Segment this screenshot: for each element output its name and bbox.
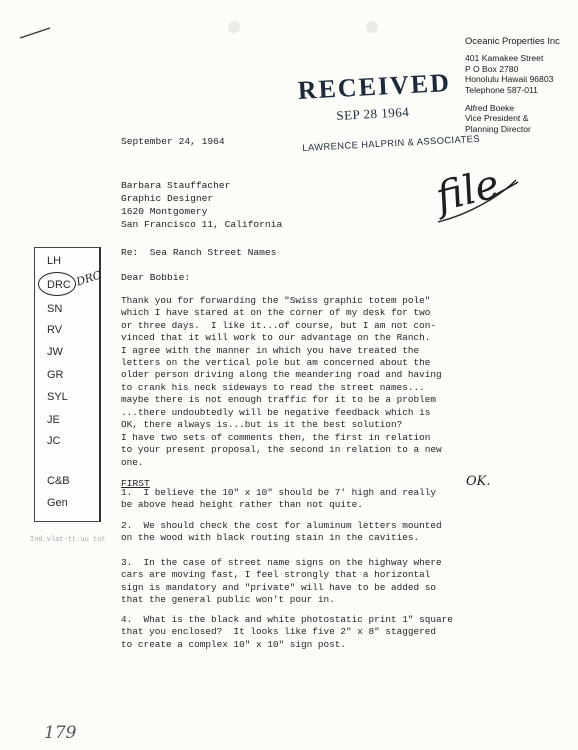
received-stamp: RECEIVED <box>297 67 452 105</box>
routing-item: SYL <box>47 391 68 403</box>
list-item-4: 4. What is the black and white photostatic print 1" square that you enclosed? It looks like five 2" x 8" staggered to create a complex 10" x 10" sign post. <box>121 614 453 650</box>
routing-item: JE <box>47 414 60 426</box>
list-item-1: 1. I believe the 10" x 10" should be 7' high and really be above head height rather than not quite. <box>121 487 437 511</box>
recipient-line: Graphic Designer <box>121 193 214 204</box>
recipient-line: Barbara Stauffacher <box>121 180 231 191</box>
signer-title: Vice President & <box>465 113 529 124</box>
received-date-stamp: SEP 28 1964 <box>336 104 410 123</box>
file-handwriting: file <box>431 161 504 221</box>
company-name: Oceanic Properties Inc <box>465 35 560 46</box>
drc-circle-mark <box>38 272 76 296</box>
signer-title: Planning Director <box>465 123 531 134</box>
signer-name: Alfred Boeke <box>465 103 515 114</box>
list-item-2: 2. We should check the cost for aluminum letters mounted on the wood with black routing stain in the cavities. <box>121 520 442 544</box>
svg-text:Ind.vlat-tt.uu tut: Ind.vlat-tt.uu tut <box>30 536 106 544</box>
address-line: P O Box 2780 <box>465 63 519 74</box>
recipient-line: San Francisco 11, California <box>121 219 283 230</box>
address-line: Telephone 587-011 <box>465 84 538 95</box>
routing-item: Gen <box>47 497 68 509</box>
routing-item: SN <box>47 303 63 315</box>
page-number-handwriting: 179 <box>44 723 77 743</box>
routing-item: RV <box>47 324 63 336</box>
letterhead <box>465 36 575 134</box>
list-item-3: 3. In the case of street name signs on the highway where cars are moving fast, I feel strongly that a horizontal sign is mandatory and "private" will have to be added so that the general public won't pour in. <box>121 557 442 606</box>
routing-item: JC <box>47 435 61 447</box>
ok-handwriting: OK. <box>466 474 491 489</box>
routing-item: GR <box>47 369 64 381</box>
routing-item: LH <box>47 255 62 267</box>
routing-item: DRC <box>47 279 71 291</box>
section-heading: FIRST <box>121 478 150 489</box>
firm-stamp: LAWRENCE HALPRIN & ASSOCIATES <box>302 132 481 153</box>
drc-initial-handwriting: DRC <box>74 268 103 289</box>
address-line: Honolulu Hawaii 96803 <box>465 74 554 85</box>
recipient-line: 1620 Montgomery <box>121 206 208 217</box>
address-line: 401 Kamakee Street <box>465 53 544 64</box>
subject-line: Re: Sea Ranch Street Names <box>121 247 277 258</box>
paragraph-1: Thank you for forwarding the "Swiss graphic totem pole" which I have stared at on the corner of my desk for two or three days. I like it...of course, but I am not con- vinced that it will work to our advantage on the Ranch. I agree with the manner in which you have treated the letters on the vertical pole but am concerned about the older person driving along the meandering road and having to crank his neck sideways to read the street names... maybe there is not enough traffic for it to be a problem ...there undoubtedly will be negative feedback which is OK, there always is...but is it the best solution? <box>121 295 442 431</box>
paragraph-2: I have two sets of comments then, the first in relation to your present proposal, the second in relation to a new one. <box>121 432 442 468</box>
salutation: Dear Bobbie: <box>121 272 191 283</box>
routing-item: JW <box>47 346 63 358</box>
routing-item: C&B <box>47 475 70 487</box>
letter-date: September 24, 1964 <box>121 136 225 147</box>
